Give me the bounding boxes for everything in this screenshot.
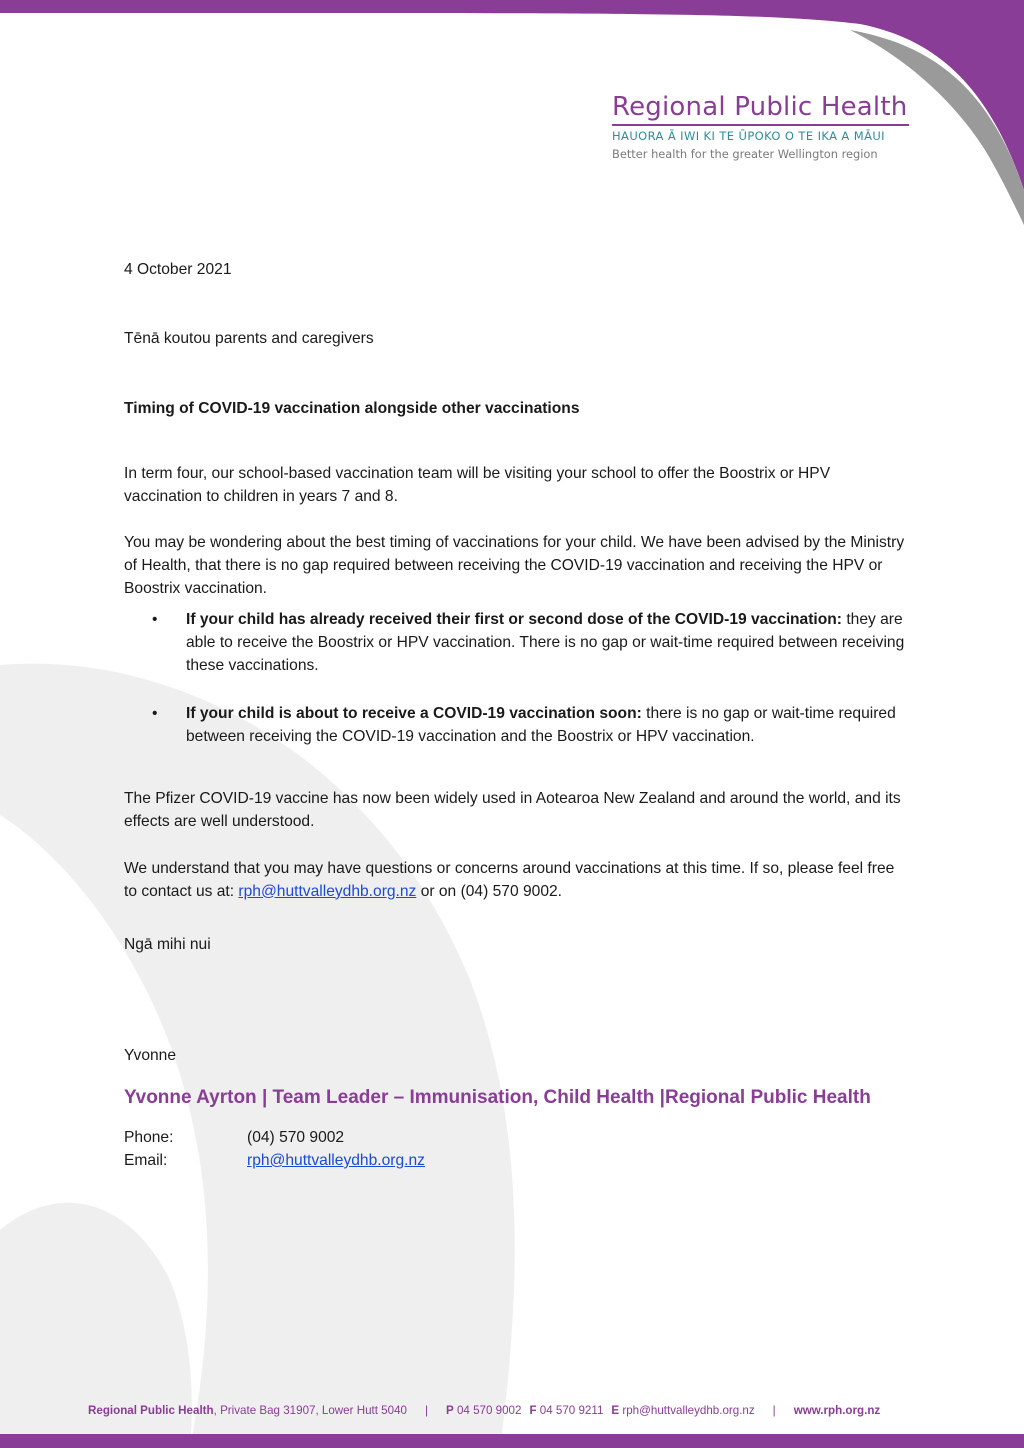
signature-phone-row bbox=[124, 1129, 344, 1147]
bullet-item-soon bbox=[152, 702, 912, 748]
phone-value: (04) 570 9002 bbox=[247, 1129, 345, 1146]
letter-greeting: Tēnā koutou parents and caregivers bbox=[124, 330, 374, 347]
signature-email-row bbox=[124, 1152, 425, 1170]
letter-signoff: Yvonne bbox=[124, 1047, 177, 1064]
bullet-text: they are able to receive the Boostrix or HPV vaccination. There is no gap or wait-time required between receiving these vaccinations. bbox=[186, 611, 905, 674]
email-label: Email: bbox=[124, 1152, 168, 1169]
paragraph-timing: You may be wondering about the best timing of vaccinations for your child. We have been advised by the Ministry of Health, that there is no gap required between receiving the COVID-19 vaccination and receiving the HPV or Boostrix vaccination. bbox=[124, 533, 905, 597]
rph-logo bbox=[612, 92, 912, 161]
phone-label: Phone: bbox=[124, 1129, 174, 1146]
footer-phone: 04 570 9002 bbox=[456, 1404, 522, 1417]
bullet-dot-icon: • bbox=[152, 611, 158, 628]
letter-closing: Ngā mihi nui bbox=[124, 936, 211, 953]
footer-fax: 04 570 9211 bbox=[539, 1404, 604, 1417]
letter-subject: Timing of COVID-19 vaccination alongside other vaccinations bbox=[124, 400, 580, 417]
paragraph-pfizer: The Pfizer COVID-19 vaccine has now been widely used in Aotearoa New Zealand and around the world, and its effects are well understood. bbox=[124, 789, 901, 830]
logo-maori-name: HAUORA Ā IWI KI TE ŪPOKO O TE IKA A MĀUI bbox=[612, 129, 885, 143]
paragraph-term-four: In term four, our school-based vaccination team will be visiting your school to offer the Boostrix or HPV vaccination to children in years 7 and 8. bbox=[124, 464, 831, 505]
bullet-heading: If your child is about to receive a COVID-19 vaccination soon: bbox=[186, 705, 642, 722]
signature-email-link[interactable]: rph@huttvalleydhb.org.nz bbox=[247, 1152, 425, 1169]
footer-website-link[interactable]: www.rph.org.nz bbox=[793, 1404, 881, 1417]
logo-rule bbox=[612, 124, 909, 126]
contact-email-link[interactable]: rph@huttvalleydhb.org.nz bbox=[238, 882, 417, 900]
bullet-heading: If your child has already received their first or second dose of the COVID-19 vaccination: bbox=[186, 611, 842, 628]
footer-separator: | bbox=[772, 1404, 776, 1417]
signature-name-line: Yvonne Ayrton | Team Leader – Immunisation, Child Health |Regional Public Health bbox=[124, 1087, 871, 1108]
page-footer: Regional Public Health, Private Bag 31907, Lower Hutt 5040 | P 04 570 9002 F 04 570 9211 E rph@huttvalleydhb.org.nz | www.rph.org.nz bbox=[88, 1404, 881, 1417]
bullet-item-first-dose bbox=[152, 608, 912, 677]
footer-address: , Private Bag 31907, Lower Hutt 5040 bbox=[213, 1404, 407, 1417]
bullet-text: there is no gap or wait-time required between receiving the COVID-19 vaccination and the Boostrix or HPV vaccination. bbox=[186, 705, 896, 745]
bottom-brand-bar bbox=[0, 1434, 1024, 1448]
bullet-dot-icon: • bbox=[152, 705, 158, 722]
logo-tagline: Better health for the greater Wellington region bbox=[612, 147, 878, 161]
footer-email: rph@huttvalleydhb.org.nz bbox=[622, 1404, 755, 1417]
logo-title: Regional Public Health bbox=[612, 92, 908, 122]
letter-date: 4 October 2021 bbox=[124, 261, 232, 278]
paragraph-contact: We understand that you may have questions or concerns around vaccinations at this time. If so, please feel free to contact us at: rph@huttvalleydhb.org.nz or on (04) 570 9002. bbox=[124, 859, 895, 900]
footer-org: Regional Public Health bbox=[88, 1404, 214, 1417]
footer-separator: | bbox=[424, 1404, 428, 1417]
